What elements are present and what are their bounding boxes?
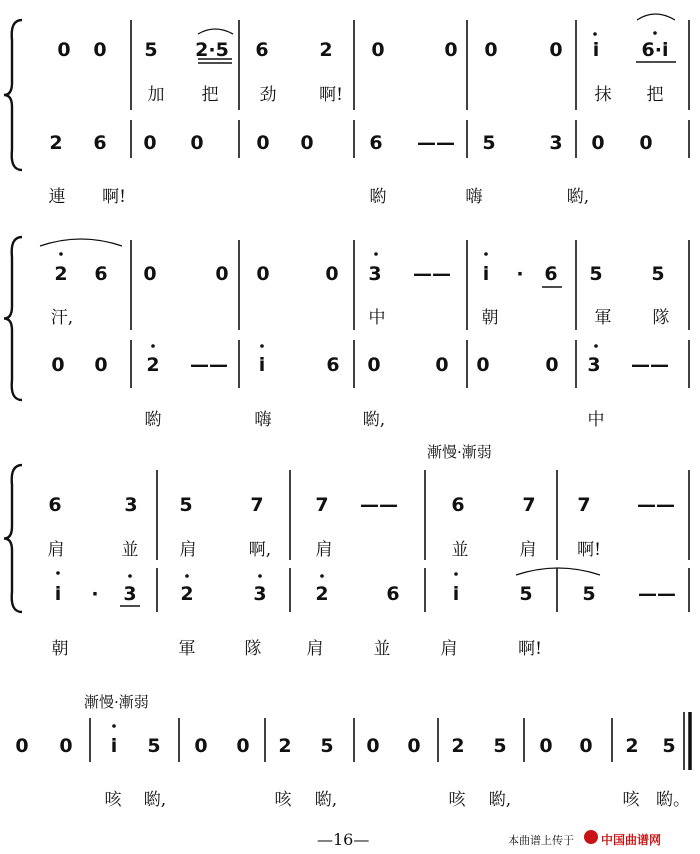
note: i xyxy=(482,263,490,285)
note: 3 xyxy=(368,263,382,285)
dash: —— xyxy=(638,583,676,605)
lyric: 喲。 xyxy=(656,790,690,810)
note: 7 xyxy=(250,494,264,516)
note: 6 xyxy=(386,583,400,605)
note: 2 xyxy=(146,354,160,376)
note: 0 xyxy=(143,132,157,154)
lyric: 嗨 xyxy=(465,187,483,207)
lyric: 嗨 xyxy=(254,410,272,430)
note: 0 xyxy=(94,354,108,376)
lyric: 啊! xyxy=(577,540,601,560)
slur xyxy=(40,239,122,246)
note: 6 xyxy=(369,132,383,154)
note: 6 xyxy=(326,354,340,376)
note: 7 xyxy=(577,494,591,516)
lyric: 咳 xyxy=(104,790,122,810)
octave-dot xyxy=(258,574,262,578)
slur xyxy=(198,29,233,34)
note: 0 xyxy=(256,263,270,285)
lyric: 中 xyxy=(587,410,605,430)
lyric: 抹 xyxy=(594,85,612,105)
note: 5 xyxy=(144,39,158,61)
note: i xyxy=(54,583,62,605)
slur xyxy=(637,14,675,20)
lyric: 肩 xyxy=(519,540,537,560)
note: 5 xyxy=(519,583,533,605)
lyric: 劲 xyxy=(259,85,277,105)
note: 6 xyxy=(48,494,62,516)
note: 5 xyxy=(320,735,334,757)
dash: —— xyxy=(413,263,451,285)
lyric: 咳 xyxy=(622,790,640,810)
note: 3 xyxy=(253,583,267,605)
note: 2·5 xyxy=(195,39,229,61)
note: 0 xyxy=(190,132,204,154)
lyric: 喲, xyxy=(314,790,338,810)
note: 6·i xyxy=(641,39,669,61)
note: 5 xyxy=(482,132,496,154)
lyric: 汗, xyxy=(50,308,74,328)
note: 0 xyxy=(371,39,385,61)
system-brace xyxy=(4,237,22,400)
lyric: 咳 xyxy=(274,790,292,810)
note: 0 xyxy=(435,354,449,376)
dash: —— xyxy=(637,494,675,516)
note: 0 xyxy=(444,39,458,61)
note: 0 xyxy=(15,735,29,757)
note: i xyxy=(258,354,266,376)
lyric: 並 xyxy=(451,540,469,560)
note: 2 xyxy=(49,132,63,154)
note: 2 xyxy=(54,263,68,285)
note: 0 xyxy=(591,132,605,154)
system-brace xyxy=(4,20,22,170)
octave-dot xyxy=(594,344,598,348)
dash: —— xyxy=(417,132,455,154)
note: 5 xyxy=(589,263,603,285)
octave-dot xyxy=(593,32,597,36)
note: 0 xyxy=(93,39,107,61)
octave-dot xyxy=(320,574,324,578)
note: 5 xyxy=(651,263,665,285)
lyric: 軍 xyxy=(178,639,196,659)
lyric: 把 xyxy=(646,85,664,105)
lyric: 啊! xyxy=(518,639,542,659)
note: 7 xyxy=(315,494,329,516)
note: 5 xyxy=(147,735,161,757)
lyric: 並 xyxy=(121,540,139,560)
lyric: 中 xyxy=(368,308,386,328)
lyric: 加 xyxy=(147,85,165,105)
note: 0 xyxy=(579,735,593,757)
note: 3 xyxy=(124,494,138,516)
note: 0 xyxy=(236,735,250,757)
note: 0 xyxy=(256,132,270,154)
lyric: 軍 xyxy=(594,308,612,328)
lyric: 肩 xyxy=(315,540,333,560)
note: 6 xyxy=(94,263,108,285)
note: 0 xyxy=(215,263,229,285)
note: 0 xyxy=(407,735,421,757)
note: i xyxy=(110,735,118,757)
note: 2 xyxy=(625,735,639,757)
note: 0 xyxy=(539,735,553,757)
note: 2 xyxy=(278,735,292,757)
lyric: 喲, xyxy=(143,790,167,810)
lyric: 肩 xyxy=(179,540,197,560)
site-name: 中国曲谱网 xyxy=(601,833,662,847)
lyric: 並 xyxy=(373,639,391,659)
note: 0 xyxy=(300,132,314,154)
lyric: 喲, xyxy=(362,410,386,430)
lyric: 喲 xyxy=(144,410,162,430)
lyric: 朝 xyxy=(481,308,499,328)
note: 0 xyxy=(476,354,490,376)
lyric: 喲, xyxy=(488,790,512,810)
tempo-marking: 漸慢·漸弱 xyxy=(427,443,492,461)
lyric: 喲 xyxy=(369,187,387,207)
note: 3 xyxy=(123,583,137,605)
note: i xyxy=(452,583,460,605)
lyric: 肩 xyxy=(440,639,458,659)
dash: —— xyxy=(631,354,669,376)
octave-dot xyxy=(59,252,63,256)
octave-dot xyxy=(185,574,189,578)
note: 6 xyxy=(93,132,107,154)
lyric: 朝 xyxy=(51,639,69,659)
note: 2 xyxy=(319,39,333,61)
octave-dot xyxy=(112,724,116,728)
site-logo-icon xyxy=(584,830,598,844)
note: 0 xyxy=(57,39,71,61)
octave-dot xyxy=(484,252,488,256)
note: 0 xyxy=(639,132,653,154)
lyric: 隊 xyxy=(652,308,670,328)
note: 0 xyxy=(194,735,208,757)
note: 0 xyxy=(549,39,563,61)
lyric: 肩 xyxy=(306,639,324,659)
note: 2 xyxy=(180,583,194,605)
note: 5 xyxy=(582,583,596,605)
lyric: 啊! xyxy=(102,187,126,207)
dot: · xyxy=(516,263,524,285)
note: 2 xyxy=(451,735,465,757)
note: 0 xyxy=(51,354,65,376)
octave-dot xyxy=(260,344,264,348)
note: i xyxy=(592,39,600,61)
note: 3 xyxy=(549,132,563,154)
note: 0 xyxy=(367,354,381,376)
tempo-marking: 漸慢·漸弱 xyxy=(84,693,149,711)
note: 6 xyxy=(255,39,269,61)
octave-dot xyxy=(151,344,155,348)
lyric: 連 xyxy=(48,187,66,207)
lyric: 咳 xyxy=(448,790,466,810)
octave-dot xyxy=(56,571,60,575)
octave-dot xyxy=(128,574,132,578)
lyric: 啊! xyxy=(319,85,343,105)
note: 0 xyxy=(484,39,498,61)
note: 6 xyxy=(544,263,558,285)
note: 0 xyxy=(366,735,380,757)
lyric: 隊 xyxy=(244,639,262,659)
system-brace xyxy=(4,465,22,612)
page-number: —16— xyxy=(317,830,370,849)
lyric: 把 xyxy=(201,85,219,105)
note: 6 xyxy=(451,494,465,516)
note: 5 xyxy=(662,735,676,757)
lyric: 喲, xyxy=(566,187,590,207)
lyric: 肩 xyxy=(47,540,65,560)
note: 0 xyxy=(325,263,339,285)
slur xyxy=(516,568,600,575)
lyric: 啊, xyxy=(248,540,272,560)
note: 2 xyxy=(315,583,329,605)
dash: —— xyxy=(360,494,398,516)
note: 5 xyxy=(179,494,193,516)
note: 3 xyxy=(587,354,601,376)
note: 5 xyxy=(493,735,507,757)
note: 7 xyxy=(522,494,536,516)
note: 0 xyxy=(143,263,157,285)
dash: —— xyxy=(190,354,228,376)
octave-dot xyxy=(374,252,378,256)
note: 0 xyxy=(59,735,73,757)
octave-dot xyxy=(653,31,657,35)
octave-dot xyxy=(454,572,458,576)
upload-credit: 本曲谱上传于 xyxy=(508,834,574,847)
note: 0 xyxy=(545,354,559,376)
dot: · xyxy=(91,583,99,605)
